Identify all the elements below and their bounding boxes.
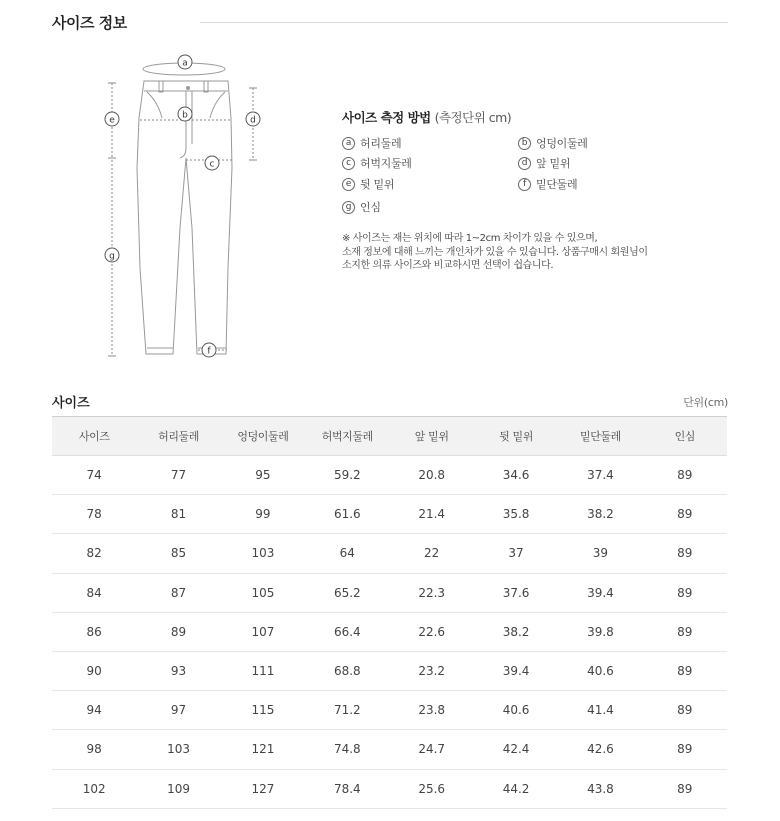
table-cell: 74 bbox=[52, 456, 136, 495]
svg-text:c: c bbox=[209, 159, 215, 170]
legend-item-waist: a 허리둘레 bbox=[342, 135, 401, 151]
table-cell: 105 bbox=[221, 573, 305, 612]
table-cell: 71.2 bbox=[305, 691, 389, 730]
svg-text:e: e bbox=[109, 115, 115, 126]
table-cell: 20.8 bbox=[390, 456, 474, 495]
table-cell: 68.8 bbox=[305, 651, 389, 690]
table-cell: 97 bbox=[136, 691, 220, 730]
table-body bbox=[52, 456, 727, 809]
table-row bbox=[52, 573, 727, 612]
table-cell: 102 bbox=[52, 769, 136, 808]
svg-text:b: b bbox=[182, 110, 188, 121]
table-cell: 89 bbox=[643, 534, 727, 573]
table-cell: 25.6 bbox=[390, 769, 474, 808]
table-row bbox=[52, 456, 727, 495]
table-row bbox=[52, 495, 727, 534]
table-cell: 89 bbox=[643, 651, 727, 690]
table-cell: 23.2 bbox=[390, 651, 474, 690]
table-cell: 95 bbox=[221, 456, 305, 495]
table-cell: 43.8 bbox=[558, 769, 642, 808]
table-cell: 89 bbox=[643, 456, 727, 495]
size-title: 사이즈 bbox=[52, 396, 90, 411]
method-unit: (측정단위 cm) bbox=[434, 110, 512, 125]
table-row bbox=[52, 651, 727, 690]
table-row bbox=[52, 612, 727, 651]
table-cell: 35.8 bbox=[474, 495, 558, 534]
table-cell: 64 bbox=[305, 534, 389, 573]
diagram-badge-c bbox=[205, 156, 219, 170]
table-cell: 34.6 bbox=[474, 456, 558, 495]
table-cell: 103 bbox=[136, 730, 220, 769]
svg-text:g: g bbox=[109, 251, 115, 262]
table-cell: 41.4 bbox=[558, 691, 642, 730]
column-header: 밑단둘레 bbox=[558, 417, 642, 456]
table-cell: 40.6 bbox=[474, 691, 558, 730]
table-cell: 84 bbox=[52, 573, 136, 612]
size-note: ※ 사이즈는 재는 위치에 따라 1~2cm 차이가 있을 수 있으며, 소재 정보에 대해 느끼는 개인차가 있을 수 있습니다. 상품구매시 회원님이 소지한 의류 사이즈와 비교하시면 선택이 쉽습니다. bbox=[342, 233, 648, 271]
diagram-badge-a bbox=[178, 55, 192, 69]
table-cell: 121 bbox=[221, 730, 305, 769]
table-cell: 98 bbox=[52, 730, 136, 769]
table-cell: 87 bbox=[136, 573, 220, 612]
table-cell: 78 bbox=[52, 495, 136, 534]
table-cell: 22.6 bbox=[390, 612, 474, 651]
column-header: 허벅지둘레 bbox=[305, 417, 389, 456]
table-cell: 23.8 bbox=[390, 691, 474, 730]
table-cell: 61.6 bbox=[305, 495, 389, 534]
diagram-badge-d bbox=[246, 112, 260, 126]
measurement-method bbox=[342, 108, 682, 271]
table-cell: 111 bbox=[221, 651, 305, 690]
table-cell: 107 bbox=[221, 612, 305, 651]
table-cell: 22 bbox=[390, 534, 474, 573]
table-cell: 86 bbox=[52, 612, 136, 651]
pants-diagram bbox=[100, 48, 280, 368]
table-cell: 89 bbox=[643, 691, 727, 730]
table-row bbox=[52, 534, 727, 573]
table-cell: 115 bbox=[221, 691, 305, 730]
svg-text:a: a bbox=[182, 58, 188, 69]
table-cell: 59.2 bbox=[305, 456, 389, 495]
size-info-header bbox=[52, 12, 728, 32]
table-cell: 77 bbox=[136, 456, 220, 495]
table-cell: 66.4 bbox=[305, 612, 389, 651]
table-cell: 39.4 bbox=[474, 651, 558, 690]
diagram-badge-g bbox=[105, 248, 119, 262]
table-cell: 127 bbox=[221, 769, 305, 808]
size-table-header bbox=[52, 392, 728, 410]
table-cell: 37.6 bbox=[474, 573, 558, 612]
legend-item-thigh: c 허벅지둘레 bbox=[342, 155, 412, 171]
table-row bbox=[52, 691, 727, 730]
legend-item-front-rise: d 앞 밑위 bbox=[518, 155, 570, 171]
table-cell: 89 bbox=[643, 769, 727, 808]
table-cell: 22.3 bbox=[390, 573, 474, 612]
legend-item-back-rise: e 뒷 밑위 bbox=[342, 176, 394, 192]
column-header: 인심 bbox=[643, 417, 727, 456]
table-cell: 21.4 bbox=[390, 495, 474, 534]
column-header: 허리둘레 bbox=[136, 417, 220, 456]
table-cell: 37.4 bbox=[558, 456, 642, 495]
table-cell: 39 bbox=[558, 534, 642, 573]
table-cell: 90 bbox=[52, 651, 136, 690]
column-header: 앞 밑위 bbox=[390, 417, 474, 456]
table-cell: 89 bbox=[643, 495, 727, 534]
table-cell: 24.7 bbox=[390, 730, 474, 769]
table-cell: 40.6 bbox=[558, 651, 642, 690]
table-cell: 42.4 bbox=[474, 730, 558, 769]
legend-item-inseam: g 인심 bbox=[342, 199, 381, 215]
unit-label: 단위(cm) bbox=[683, 396, 728, 409]
header-divider bbox=[200, 22, 728, 23]
table-cell: 93 bbox=[136, 651, 220, 690]
svg-text:d: d bbox=[250, 115, 256, 126]
table-cell: 89 bbox=[643, 730, 727, 769]
table-cell: 94 bbox=[52, 691, 136, 730]
table-cell: 38.2 bbox=[558, 495, 642, 534]
table-cell: 74.8 bbox=[305, 730, 389, 769]
legend-item-hem: f 밑단둘레 bbox=[518, 176, 577, 192]
table-cell: 99 bbox=[221, 495, 305, 534]
table-cell: 82 bbox=[52, 534, 136, 573]
table-cell: 37 bbox=[474, 534, 558, 573]
table-header-row bbox=[52, 417, 727, 456]
size-table bbox=[52, 416, 727, 809]
legend-item-hip: b 엉덩이둘레 bbox=[518, 135, 588, 151]
diagram-badge-e bbox=[105, 112, 119, 126]
page-title: 사이즈 정보 bbox=[52, 14, 127, 32]
table-cell: 38.2 bbox=[474, 612, 558, 651]
table-cell: 85 bbox=[136, 534, 220, 573]
table-cell: 89 bbox=[643, 573, 727, 612]
table-cell: 78.4 bbox=[305, 769, 389, 808]
diagram-badge-b bbox=[178, 107, 192, 121]
column-header: 엉덩이둘레 bbox=[221, 417, 305, 456]
svg-text:f: f bbox=[207, 346, 211, 357]
table-cell: 109 bbox=[136, 769, 220, 808]
table-cell: 103 bbox=[221, 534, 305, 573]
table-row bbox=[52, 769, 727, 808]
table-cell: 44.2 bbox=[474, 769, 558, 808]
method-title: 사이즈 측정 방법 (측정단위 cm) bbox=[342, 110, 512, 125]
table-cell: 42.6 bbox=[558, 730, 642, 769]
table-cell: 39.8 bbox=[558, 612, 642, 651]
table-cell: 89 bbox=[643, 612, 727, 651]
diagram-badge-f bbox=[202, 343, 216, 357]
table-row bbox=[52, 730, 727, 769]
table-cell: 89 bbox=[136, 612, 220, 651]
column-header: 뒷 밑위 bbox=[474, 417, 558, 456]
table-cell: 39.4 bbox=[558, 573, 642, 612]
measurement-legend bbox=[342, 135, 682, 245]
table-cell: 81 bbox=[136, 495, 220, 534]
table-cell: 65.2 bbox=[305, 573, 389, 612]
column-header: 사이즈 bbox=[52, 417, 136, 456]
